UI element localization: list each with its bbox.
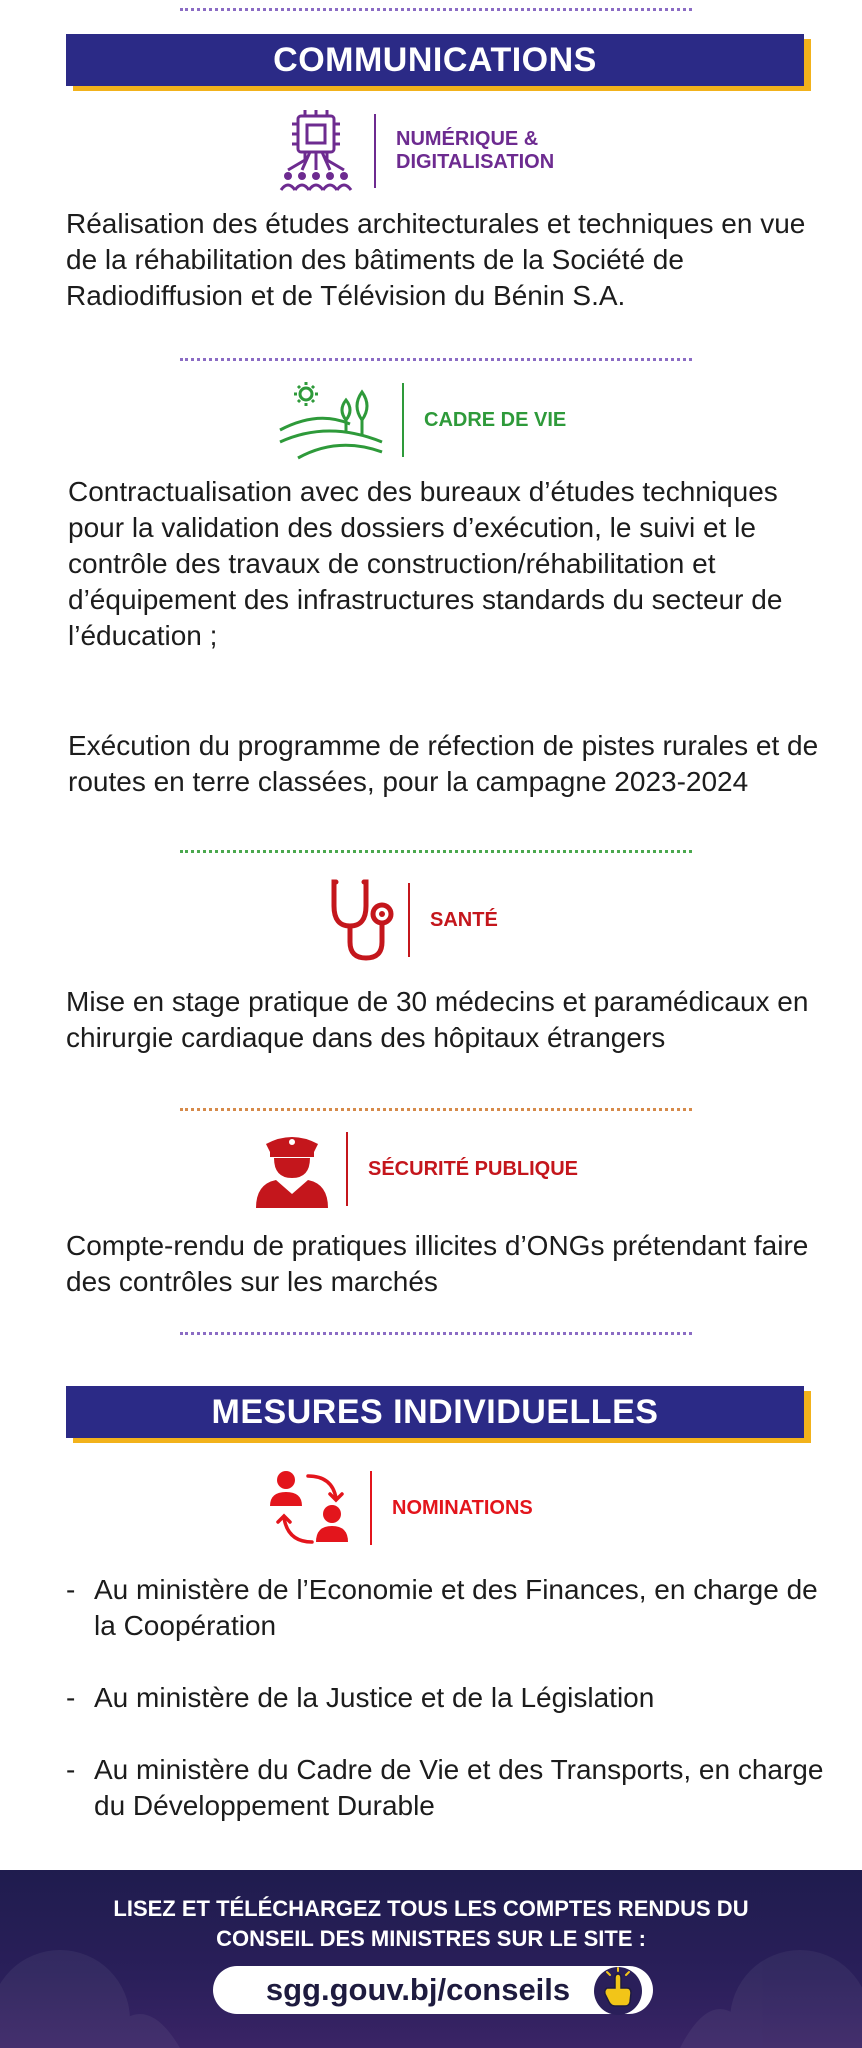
list-item-text: Au ministère de l’Economie et des Finances, en charge de la Coopération (94, 1574, 818, 1641)
circuit-chip-people-icon (278, 108, 360, 194)
category-nominations (268, 1466, 533, 1550)
stethoscope-icon (328, 876, 398, 964)
section-title-mesures: MESURES INDIVIDUELLES (66, 1386, 804, 1438)
category-label: SANTÉ (430, 908, 498, 931)
divider-dots (180, 850, 692, 853)
category-label-line1: NUMÉRIQUE & (396, 128, 539, 150)
police-officer-icon (252, 1130, 332, 1208)
landscape-tree-sun-icon (278, 380, 388, 460)
category-sante (328, 876, 498, 964)
footer-line1: LISEZ ET TÉLÉCHARGEZ TOUS LES COMPTES RENDUS DU (113, 1896, 749, 1921)
list-item (66, 1752, 826, 1824)
category-cadre-de-vie (278, 380, 566, 460)
category-separator (346, 1132, 348, 1206)
divider-dots (180, 1332, 692, 1335)
list-item (66, 1572, 826, 1644)
list-dash: - (66, 1574, 76, 1605)
category-label: NOMINATIONS (392, 1496, 533, 1519)
category-label-line2: DIGITALISATION (396, 151, 555, 173)
cadre-text-1: Contractualisation avec des bureaux d’études techniques pour la validation des dossiers d’exécution, le suivi et le contrôle des travaux de construction/réhabilitation et d’équipement des infrastructures standards du secteur de l’éducation ; (68, 476, 783, 651)
category-separator (370, 1471, 372, 1545)
divider-dots (180, 8, 692, 11)
category-separator (408, 883, 410, 957)
sante-text: Mise en stage pratique de 30 médecins et paramédicaux en chirurgie cardiaque dans des hôpitaux étrangers (66, 986, 809, 1053)
section-title-communications: COMMUNICATIONS (66, 34, 804, 86)
category-numerique (278, 108, 554, 194)
footer-line2: CONSEIL DES MINISTRES SUR LE SITE : (216, 1926, 646, 1951)
footer (0, 1870, 862, 2048)
cadre-text-2: Exécution du programme de réfection de pistes rurales et de routes en terre classées, pour la campagne 2023-2024 (68, 730, 819, 797)
list-item-text: Au ministère de la Justice et de la Législation (94, 1682, 655, 1713)
numerique-text: Réalisation des études architecturales et techniques en vue de la réhabilitation des bâtiments de la Société de Radiodiffusion et de Télévision du Bénin S.A. (66, 208, 806, 311)
category-label (396, 128, 554, 174)
category-separator (402, 383, 404, 457)
category-label: CADRE DE VIE (424, 408, 567, 431)
securite-text: Compte-rendu de pratiques illicites d’ONGs prétendant faire des contrôles sur les marchés (66, 1230, 809, 1297)
list-dash: - (66, 1682, 76, 1713)
list-item (66, 1680, 826, 1716)
list-dash: - (66, 1754, 76, 1785)
category-label: SÉCURITÉ PUBLIQUE (368, 1157, 579, 1180)
site-link[interactable]: sgg.gouv.bj/conseils (213, 1966, 653, 2014)
people-exchange-icon (268, 1466, 352, 1550)
divider-dots (180, 358, 692, 361)
category-separator (374, 114, 376, 188)
category-securite (252, 1130, 578, 1208)
list-item-text: Au ministère du Cadre de Vie et des Transports, en charge du Développement Durable (94, 1754, 824, 1821)
footer-text (0, 1894, 862, 1954)
pointing-hand-icon[interactable] (593, 1966, 643, 2016)
divider-dots (180, 1108, 692, 1111)
